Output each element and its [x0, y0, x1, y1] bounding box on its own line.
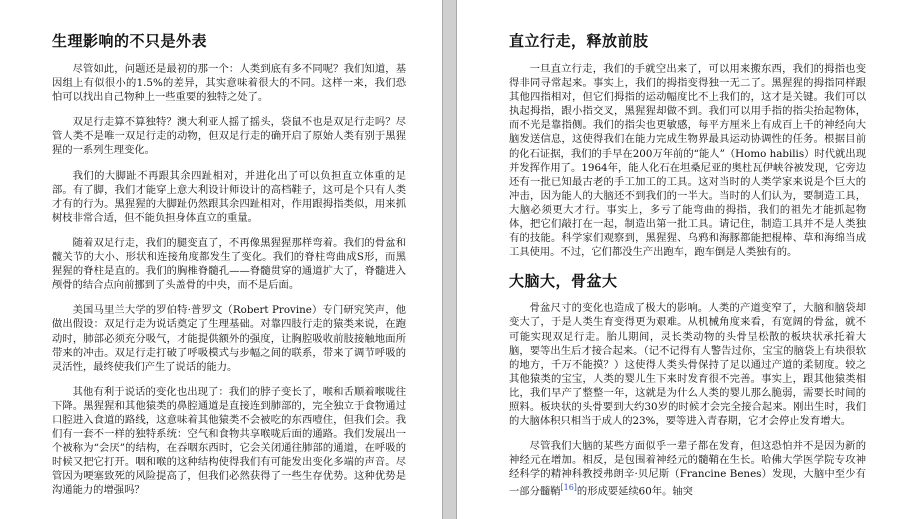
right-page: [457, 0, 900, 519]
left-paragraph-3: 我们的大脚趾不再跟其余四趾相对，并进化出了可以负担直立体重的足部。有了脚，我们才能穿上意大利设计师设计的高档鞋子，这可是个只有人类才有的行为。黑猩猩的大脚趾仍然跟其余四趾相对，作用跟拇指类似，用来抓树枝非常合适，但不能负担身体直立的重量。: [52, 169, 406, 224]
left-page: [0, 0, 442, 519]
left-paragraph-2: 双足行走算不算独特？澳大利亚人摇了摇头，袋鼠不也是双足行走吗？尽管人类不是唯一双足行走的动物，但双足行走的确开启了原始人类有别于黑猩猩的一系列生理变化。: [52, 116, 406, 157]
footnote-link[interactable]: [16]: [560, 483, 577, 493]
section-title: 大脑大，骨盆大: [509, 272, 618, 291]
right-paragraph-1: 一旦直立行走，我们的手就空出来了，可以用来搬东西，我们的拇指也变得非同寻常起来。事实上，我们的拇指变得独一无二了。黑猩猩的拇指同样跟其他四指相对，但它们拇指的运动幅度比不上我们的，这才是关键。我们可以执起拇指，跟小指交叉，黑猩猩却做不到。我们可以用手指的指尖抬起物体，而不光是靠指侧。我们的指尖也更敏感，每平方厘米上有成百上千的神经向大脑发送信息，这使得我们在能力完成生物界最具运动协调性的任务。根据目前的化石证据，我们的手早在200万年前的“能人”（Homo habilis）时代就出现并发挥作用了。1964年，能人化石在坦桑尼亚的奥杜瓦伊峡谷被发现，它旁边还有一批已知最古老的手工加工的工具。这对当时的人类学家来说是个巨大的冲击，因为能人的大脑还不到我们的一半大。当时的人们认为，要制造工具，大脑必须更大才行。事实上，多亏了能弯曲的拇指，我们的祖先才能抓起物体，把它们敲打在一起，制造出第一批工具。请记住，制造工具并不是人类独有的技能。科学家们观察到，黑猩猩、乌鸦和海豚都能把棍棒、草和海绵当成工具使用。不过，它们都没生产出跑车，跑车倒是人类独有的。: [509, 63, 866, 259]
left-paragraph-4: 随着双足行走，我们的腿变直了，不再像黑猩猩那样弯着。我们的骨盆和髋关节的大小、形状和连接角度都发生了变化。我们的脊柱弯曲成S形，而黑猩猩的脊柱是直的。我们的胸椎脊髓孔——脊髓贯穿的通道扩大了，脊髓进入颅骨的结合点向前挪到了头盖骨的中央，而不是后面。: [52, 236, 406, 292]
right-paragraph-2: 骨盆尺寸的变化也造成了极大的影响。人类的产道变窄了，大脑和脑袋却变大了，于是人类生育变得更为艰难。从机械角度来看，有宽阔的骨盆，就不可能实现双足行走。胎儿期间，灵长类动物的头骨呈松散的板块状承托着大脑，要等出生后才接合起来。（记不记得有人警告过你，宝宝的脑袋上有块很软的地方，千万不能摸？）这使得人类头骨保持了足以通过产道的柔韧度。较之其他猿类的宝宝，人类的婴儿生下来时发育很不完善。事实上，跟其他猿类相比，我们早产了整整一年，这就是为什么人类的婴儿那么脆弱，需要长时间的照料。板块状的头骨要到大约30岁的时候才会完全接合起来。刚出生时，我们的大脑体积只相当于成人的23%，要等进入青春期，它才会停止发育增大。: [509, 302, 866, 428]
right-paragraph-3: [509, 439, 866, 499]
page-divider: [442, 0, 457, 519]
paragraph-text: 尽管我们大脑的某些方面似乎一辈子都在发育，但这恐怕并不是因为新的神经元在增加。相反，是包围着神经元的髓鞘在生长。哈佛大学医学院专攻神经科学的精神科教授弗朗辛·贝尼斯（Francine Benes）发现，大脑中至少有一部分髓鞘: [509, 440, 866, 498]
left-paragraph-6: 其他有利于说话的变化也出现了：我们的脖子变长了，喉和舌顺着喉咙往下降。黑猩猩和其他猿类的鼻腔通道是直接连到肺部的，完全独立于食物通过口腔进入食道的路线，这意味着其他猿类不会被吃的东西噎住，但我们会。我们有一套不一样的独特系统：空气和食物共享喉咙后面的通路。我们发展出一个被称为“会厌”的结构，在吞咽东西时，它会关闭通往肺部的通道，在呼吸的时候又把它打开。咽和喉的这种结构使得我们有可能发出变化多端的声音。尽管因为哽塞致死的风险提高了，但我们必然获得了一些生存优势。这种优势是沟通能力的增强吗？: [52, 385, 406, 497]
paragraph-text-continued: 的形成要延续60年。轴突: [576, 485, 693, 498]
left-page-title: 生理影响的不只是外表: [52, 32, 208, 50]
right-page-title: 直立行走，释放前肢: [509, 32, 649, 50]
left-paragraph-1: 尽管如此，问题还是最初的那一个：人类到底有多不同呢？我们知道，基因组上有似很小的1.5%的差异，其实意味着很大的不同。这样一来，我们恐怕可以找出自己物种上一些重要的独特之处了。: [52, 63, 406, 104]
left-paragraph-5: 美国马里兰大学的罗伯特·普罗文（Robert Provine）专门研究笑声，他做出假设：双足行走为说话奠定了生理基础。对靠四肢行走的猿类来说，在跑动时，肺部必须充分吸气，才能提供额外的强度，让胸腔吸收前肢接触地面所带来的冲击。双足行走打破了呼吸模式与步幅之间的联系，带来了调节呼吸的灵活性，最终使我们产生了说话的能力。: [52, 304, 406, 373]
